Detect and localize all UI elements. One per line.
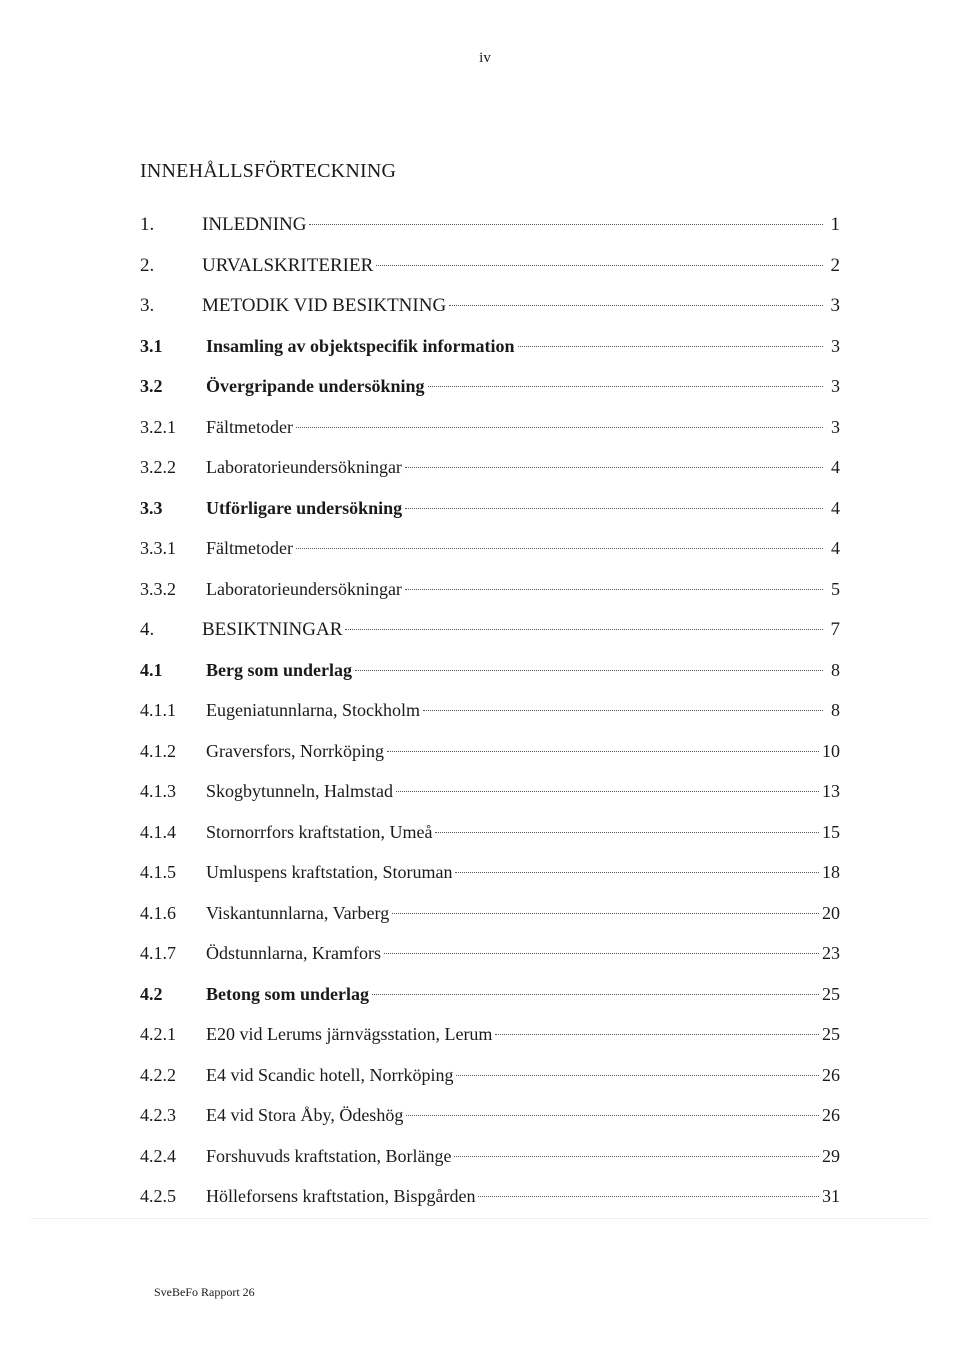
toc-entry-number: 4.1 xyxy=(140,659,163,680)
toc-entry-label: Laboratorieundersökningar xyxy=(206,578,402,599)
toc-dot-leader xyxy=(384,953,819,954)
toc-dot-leader xyxy=(518,346,823,347)
toc-entry-number: 3. xyxy=(140,295,155,316)
toc-dot-leader xyxy=(449,305,823,306)
toc-entry[interactable] xyxy=(140,984,840,1025)
toc-entry[interactable] xyxy=(140,1105,840,1146)
toc-entry-page: 3 xyxy=(831,376,840,396)
toc-entry-number: 3.3 xyxy=(140,497,163,518)
toc-entry-number: 4.1.3 xyxy=(140,781,176,801)
toc-dot-leader xyxy=(435,832,819,833)
toc-entry-page: 2 xyxy=(830,254,840,276)
toc-entry-number: 4.1.5 xyxy=(140,862,176,882)
toc-entry-label: Graversfors, Norrköping xyxy=(206,740,384,761)
toc-entry-number: 4.2.3 xyxy=(140,1105,176,1125)
toc-entry-number: 4.2 xyxy=(140,983,163,1004)
toc-entry-label: Ödstunnlarna, Kramfors xyxy=(206,943,381,963)
toc-entry[interactable] xyxy=(140,660,840,701)
toc-entry-number: 4. xyxy=(140,619,155,640)
toc-entry-label: E4 vid Stora Åby, Ödeshög xyxy=(206,1105,404,1125)
toc-entry[interactable] xyxy=(140,255,840,296)
toc-entry[interactable] xyxy=(140,862,840,903)
toc-dot-leader xyxy=(392,913,819,914)
toc-entry[interactable] xyxy=(140,903,840,944)
toc-entry-page: 26 xyxy=(822,1105,840,1125)
toc-entry-number: 3.2 xyxy=(140,376,163,396)
toc-entry-label: E4 vid Scandic hotell, Norrköping xyxy=(206,1064,454,1085)
toc-entry-number: 3.2.2 xyxy=(140,457,176,477)
toc-entry-label: Umluspens kraftstation, Storuman xyxy=(206,862,453,882)
toc-entry-page: 31 xyxy=(822,1186,840,1206)
toc-entry-number: 3.3.1 xyxy=(140,538,176,558)
toc-entry-page: 18 xyxy=(822,862,840,882)
toc-entry[interactable] xyxy=(140,1146,840,1187)
footer-divider xyxy=(30,1218,930,1219)
toc-entry[interactable] xyxy=(140,214,840,255)
toc-entry[interactable] xyxy=(140,619,840,660)
toc-entry-number: 4.1.7 xyxy=(140,943,176,963)
toc-dot-leader xyxy=(405,508,823,509)
toc-entry[interactable] xyxy=(140,700,840,741)
toc-dot-leader xyxy=(454,1156,819,1157)
toc-entry[interactable] xyxy=(140,336,840,377)
toc-dot-leader xyxy=(296,548,823,549)
toc-entry[interactable] xyxy=(140,538,840,579)
toc-entry[interactable] xyxy=(140,1024,840,1065)
toc-entry-page: 3 xyxy=(830,295,840,316)
toc-entry[interactable] xyxy=(140,1065,840,1106)
toc-entry-page: 25 xyxy=(822,1024,840,1044)
toc-entry[interactable] xyxy=(140,781,840,822)
toc-entry-page: 5 xyxy=(831,578,840,599)
toc-dot-leader xyxy=(406,1115,819,1116)
toc-entry-page: 4 xyxy=(831,457,840,477)
toc-entry-number: 1. xyxy=(140,214,155,235)
toc-entry-label: METODIK VID BESIKTNING xyxy=(202,295,447,316)
toc-entry-page: 3 xyxy=(831,416,840,437)
toc-entry-label: Stornorrfors kraftstation, Umeå xyxy=(206,821,433,842)
toc-entry-label: Övergripande undersökning xyxy=(206,376,425,396)
toc-entry-page: 1 xyxy=(830,214,840,235)
toc-dot-leader xyxy=(309,224,823,225)
toc-entry-label: Fältmetoder xyxy=(206,416,293,437)
toc-entry-page: 25 xyxy=(822,983,840,1004)
toc-entry-page: 23 xyxy=(822,943,840,963)
toc-entry-number: 4.1.1 xyxy=(140,700,176,720)
toc-dot-leader xyxy=(428,386,823,387)
toc-entry-label: Insamling av objektspecifik information xyxy=(206,335,515,356)
toc-entry[interactable] xyxy=(140,822,840,863)
toc-entry-label: Skogbytunneln, Halmstad xyxy=(206,781,393,801)
toc-entry-page: 29 xyxy=(822,1145,840,1166)
toc-entry-page: 4 xyxy=(831,538,840,558)
toc-entry-label: URVALSKRITERIER xyxy=(202,254,374,276)
toc-entry[interactable] xyxy=(140,943,840,984)
toc-entry-label: Betong som underlag xyxy=(206,983,370,1004)
toc-entry-page: 13 xyxy=(822,781,840,801)
toc-dot-leader xyxy=(405,589,823,590)
toc-entry-page: 3 xyxy=(831,335,840,356)
toc-entry[interactable] xyxy=(140,457,840,498)
toc-entry-number: 4.2.1 xyxy=(140,1024,176,1044)
toc-entry-label: E20 vid Lerums järnvägsstation, Lerum xyxy=(206,1024,493,1044)
page-number: iv xyxy=(479,50,491,66)
toc-entry-number: 3.1 xyxy=(140,335,163,356)
toc-entry-number: 4.2.4 xyxy=(140,1145,176,1166)
toc-entry-label: Laboratorieundersökningar xyxy=(206,457,402,477)
toc-dot-leader xyxy=(455,872,819,873)
toc-entry-label: Forshuvuds kraftstation, Borlänge xyxy=(206,1145,452,1166)
toc-entry-number: 4.2.5 xyxy=(140,1186,176,1206)
toc-dot-leader xyxy=(456,1075,819,1076)
toc-entry-page: 8 xyxy=(831,700,840,720)
toc-entry-page: 15 xyxy=(822,821,840,842)
toc-dot-leader xyxy=(405,467,823,468)
toc-entry[interactable] xyxy=(140,741,840,782)
toc-entry-label: Hölleforsens kraftstation, Bispgården xyxy=(206,1186,476,1206)
toc-dot-leader xyxy=(355,670,823,671)
toc-entry[interactable] xyxy=(140,498,840,539)
toc-dot-leader xyxy=(387,751,819,752)
toc-entry[interactable] xyxy=(140,579,840,620)
toc-entry-number: 4.1.4 xyxy=(140,821,176,842)
toc-dot-leader xyxy=(396,791,819,792)
footer-text: SveBeFo Rapport 26 xyxy=(154,1285,255,1299)
table-of-contents xyxy=(140,214,840,1227)
toc-dot-leader xyxy=(478,1196,819,1197)
toc-entry-label: BESIKTNINGAR xyxy=(202,619,343,640)
toc-entry-label: Utförligare undersökning xyxy=(206,497,403,518)
toc-dot-leader xyxy=(495,1034,819,1035)
toc-title: INNEHÅLLSFÖRTECKNING xyxy=(140,160,397,182)
toc-entry-page: 8 xyxy=(831,659,840,680)
toc-dot-leader xyxy=(376,265,823,266)
toc-entry-label: Berg som underlag xyxy=(206,659,352,680)
toc-entry-page: 4 xyxy=(831,497,840,518)
toc-entry-page: 7 xyxy=(830,619,840,640)
toc-entry-label: Fältmetoder xyxy=(206,538,293,558)
toc-entry-number: 4.2.2 xyxy=(140,1064,176,1085)
toc-entry-number: 3.2.1 xyxy=(140,416,176,437)
toc-entry[interactable] xyxy=(140,417,840,458)
toc-entry-label: Viskantunnlarna, Varberg xyxy=(206,902,390,923)
toc-entry-page: 26 xyxy=(822,1064,840,1085)
toc-dot-leader xyxy=(423,710,823,711)
toc-entry-number: 3.3.2 xyxy=(140,578,176,599)
toc-entry-page: 20 xyxy=(822,902,840,923)
toc-entry[interactable] xyxy=(140,376,840,417)
toc-entry-number: 4.1.2 xyxy=(140,740,176,761)
toc-entry-label: INLEDNING xyxy=(202,214,307,235)
toc-entry-label: Eugeniatunnlarna, Stockholm xyxy=(206,700,420,720)
toc-entry[interactable] xyxy=(140,295,840,336)
toc-entry-number: 4.1.6 xyxy=(140,902,176,923)
toc-dot-leader xyxy=(372,994,819,995)
toc-dot-leader xyxy=(296,427,823,428)
toc-entry-number: 2. xyxy=(140,254,155,276)
toc-dot-leader xyxy=(345,629,823,630)
toc-entry[interactable] xyxy=(140,1186,840,1227)
toc-entry-page: 10 xyxy=(822,740,840,761)
